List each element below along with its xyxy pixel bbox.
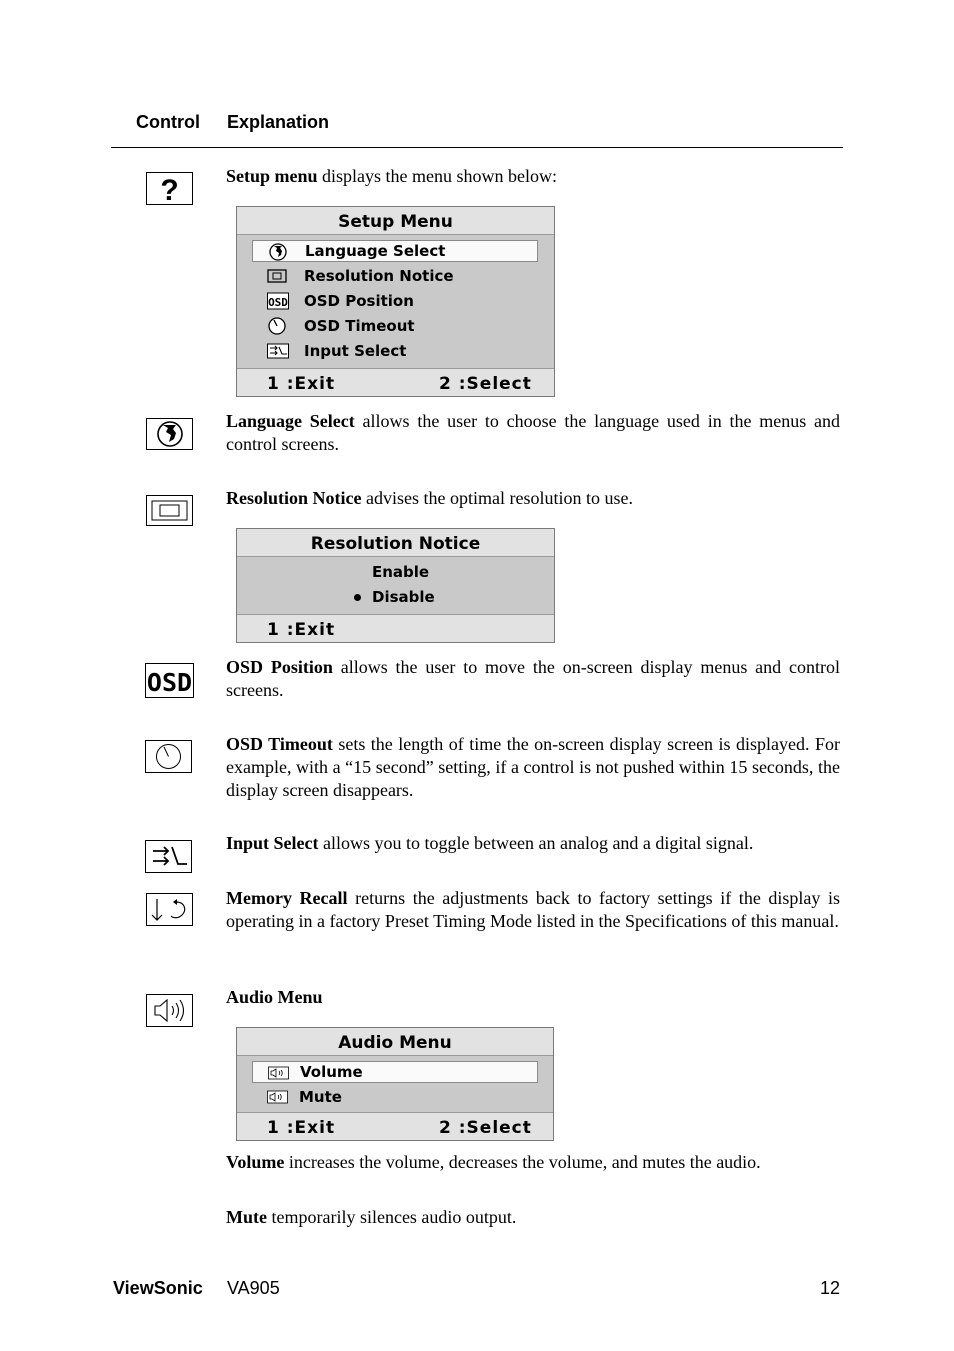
- header-rule: [111, 147, 843, 148]
- mute-text: temporarily silences audio output.: [266, 1207, 517, 1227]
- osd-text-icon: [145, 663, 194, 698]
- setup-menu-item-resolution[interactable]: [252, 265, 538, 287]
- setup-menu-item-osd-timeout[interactable]: [252, 315, 538, 337]
- option-label: Enable: [372, 563, 430, 581]
- explanation-column-header: Explanation: [227, 112, 330, 132]
- audio-menu-term: Audio Menu: [226, 987, 323, 1007]
- menu-item-label: Language Select: [305, 242, 446, 260]
- option-disable[interactable]: [237, 586, 554, 608]
- input-switch-icon: [267, 342, 287, 360]
- exit-label: 1 :Exit: [267, 374, 336, 394]
- setup-menu-item-language[interactable]: [252, 240, 538, 262]
- resolution-notice-term: Resolution Notice: [226, 488, 362, 508]
- option-enable[interactable]: [237, 561, 554, 583]
- monitor-frame-icon: [146, 495, 193, 526]
- osd-text-icon: [267, 292, 287, 310]
- clock-icon: [145, 740, 192, 773]
- exit-label: 1 :Exit: [267, 1118, 336, 1138]
- setup-menu-title: Setup Menu: [237, 207, 554, 235]
- memory-recall-description: [226, 887, 840, 933]
- audio-menu-item-volume[interactable]: [252, 1061, 538, 1083]
- memory-recall-term: Memory Recall: [226, 888, 348, 908]
- menu-item-label: Input Select: [304, 342, 407, 360]
- monitor-frame-icon: [267, 267, 287, 285]
- language-select-description: [226, 410, 840, 456]
- resolution-notice-text: advises the optimal resolution to use.: [361, 488, 633, 508]
- memory-recall-icon: [146, 893, 193, 926]
- input-select-text: allows you to toggle between an analog and a digital signal.: [318, 833, 754, 853]
- osd-glyph: OSD: [146, 668, 193, 697]
- language-select-term: Language Select: [226, 411, 355, 431]
- resolution-notice-description: [226, 487, 840, 510]
- svg-text:OSD: OSD: [268, 296, 288, 309]
- memory-recall-text: returns the adjustments back to factory settings if the display is operating in a factory Preset Timing Mode listed in the Specifications of this manual.: [226, 888, 840, 931]
- input-select-term: Input Select: [226, 833, 319, 853]
- setup-menu-footer: [237, 368, 554, 396]
- osd-position-text: allows the user to move the on-screen display menus and control screens.: [226, 657, 840, 700]
- selected-bullet-icon: [354, 594, 361, 601]
- select-label: 2 :Select: [439, 1118, 532, 1138]
- input-switch-icon: [145, 840, 192, 873]
- volume-description: [226, 1151, 840, 1174]
- svg-text:?: ?: [160, 174, 179, 204]
- globe-icon: [268, 243, 288, 261]
- setup-menu-osd: [236, 206, 555, 397]
- volume-text: increases the volume, decreases the volume, and mutes the audio.: [284, 1152, 761, 1172]
- option-label: Disable: [372, 588, 435, 606]
- mute-term: Mute: [226, 1207, 267, 1227]
- resolution-notice-footer: [237, 614, 554, 642]
- footer-model: VA905: [227, 1278, 280, 1298]
- speaker-icon: [267, 1088, 287, 1106]
- input-select-description: [226, 832, 840, 855]
- audio-menu-heading: [226, 986, 840, 1009]
- setup-menu-text: displays the menu shown below:: [317, 166, 558, 186]
- setup-menu-item-osd-position[interactable]: [252, 290, 538, 312]
- menu-item-label: Volume: [300, 1063, 363, 1081]
- osd-timeout-description: [226, 733, 840, 802]
- resolution-notice-osd: [236, 528, 555, 643]
- select-label: 2 :Select: [439, 374, 532, 394]
- menu-item-label: Resolution Notice: [304, 267, 454, 285]
- menu-item-label: Mute: [299, 1088, 342, 1106]
- volume-term: Volume: [226, 1152, 285, 1172]
- osd-timeout-text: sets the length of time the on-screen display screen is displayed. For example, with a “15 second” setting, if a control is not pushed within 15 seconds, the display screen disappears.: [226, 734, 840, 800]
- setup-menu-item-input-select[interactable]: [252, 340, 538, 362]
- audio-menu-footer: [237, 1112, 553, 1140]
- speaker-icon: [268, 1064, 288, 1082]
- menu-item-label: OSD Timeout: [304, 317, 415, 335]
- audio-menu-title: Audio Menu: [237, 1028, 553, 1056]
- audio-menu-item-mute[interactable]: [252, 1086, 538, 1108]
- speaker-icon: [146, 994, 193, 1027]
- globe-icon: [146, 418, 193, 450]
- setup-menu-term: Setup menu: [226, 166, 318, 186]
- resolution-notice-title: Resolution Notice: [237, 529, 554, 557]
- footer-brand: ViewSonic: [113, 1278, 203, 1298]
- clock-icon: [267, 317, 287, 335]
- language-select-text: allows the user to choose the language used in the menus and control screens.: [226, 411, 840, 454]
- exit-label: 1 :Exit: [267, 620, 336, 640]
- page-number: 12: [820, 1278, 841, 1298]
- audio-menu-osd: [236, 1027, 554, 1141]
- control-column-header: Control: [136, 112, 200, 132]
- osd-position-description: [226, 656, 840, 702]
- osd-timeout-term: OSD Timeout: [226, 734, 333, 754]
- osd-position-term: OSD Position: [226, 657, 333, 677]
- setup-menu-description: [226, 165, 840, 188]
- menu-item-label: OSD Position: [304, 292, 414, 310]
- question-mark-icon: [146, 172, 193, 205]
- mute-description: [226, 1206, 840, 1229]
